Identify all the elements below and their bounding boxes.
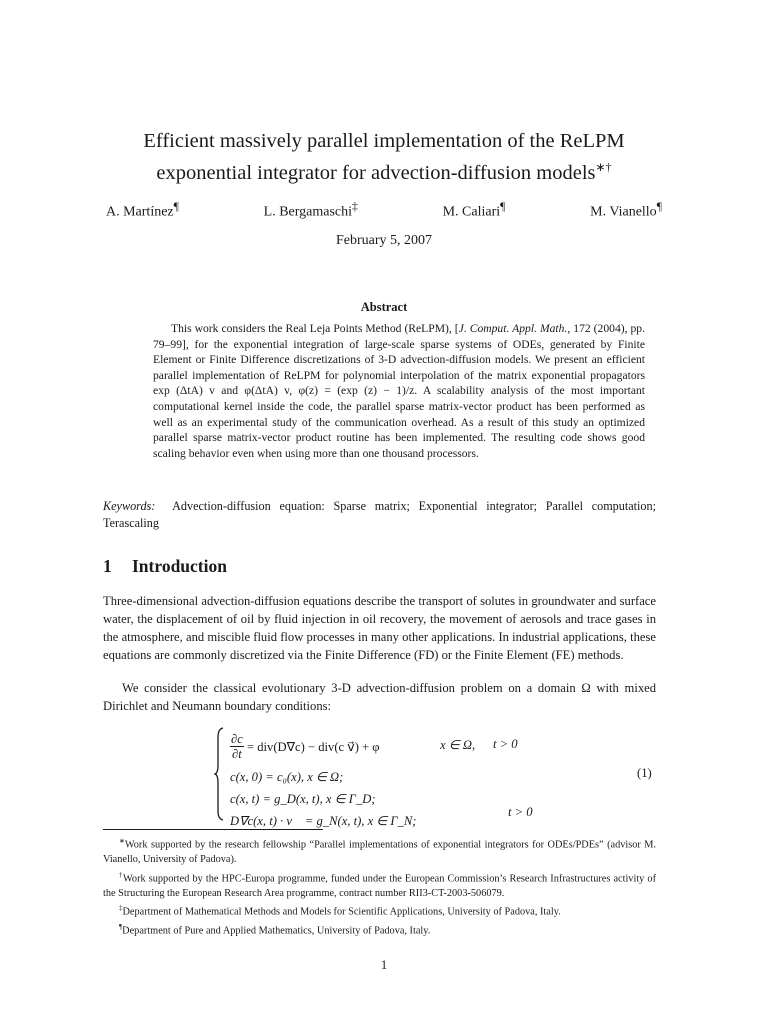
left-brace (214, 727, 224, 821)
equation-row-1 (230, 732, 380, 762)
footnote-mark: ∗ (119, 837, 125, 845)
footnote-mark: † (119, 870, 124, 879)
page-number: 1 (380, 958, 388, 972)
equation-condition: x ∈ Ω, (440, 738, 476, 752)
title-line-2-text: exponential integrator for advection-diffusion models (156, 161, 596, 184)
section-number: 1 (103, 556, 112, 576)
section-title: Introduction (132, 556, 227, 576)
fraction-numerator: ∂c (231, 732, 243, 746)
publication-date: February 5, 2007 (335, 233, 433, 248)
equation-system (214, 727, 544, 828)
fraction-denominator: ∂t (232, 747, 242, 761)
author-name: M. Vianello (590, 204, 657, 220)
keywords (103, 498, 656, 532)
footnote (103, 868, 656, 902)
footnote-text: Work supported by the HPC-Europa programme, funded under the European Commission’s Research Infrastructures activity of the Structuring the European Research Area programme, contract number RII3-CT-2003-506079. (103, 873, 657, 899)
keywords-text: Advection-diffusion equation: Sparse matrix; Exponential integrator; Parallel computation; Terascaling (103, 499, 656, 530)
section-heading (103, 556, 227, 577)
paper-title (60, 128, 708, 186)
author (584, 200, 668, 221)
title-footnote-marks: ∗† (595, 160, 612, 174)
author-name: L. Bergamaschi (263, 204, 353, 220)
footnote-rule (103, 829, 323, 830)
partial-derivative (230, 732, 244, 762)
equation-number: (1) (637, 766, 652, 780)
footnote-text: Department of Mathematical Methods and Models for Scientific Applications, University of Padova, Italy. (122, 906, 561, 918)
author-mark: ‡ (352, 200, 358, 213)
footnotes (103, 834, 656, 939)
author-mark: ¶ (173, 200, 179, 213)
equation-row-3: c(x, t) = g_D(x, t), x ∈ Γ_D; (230, 792, 376, 806)
intro-paragraph-2: We consider the classical evolutionary 3-D advection-diffusion problem on a domain Ω with mixed Dirichlet and Neumann boundary conditions: (103, 681, 656, 714)
abstract-text-start: This work considers the Real Leja Points Method (ReLPM), [ (171, 322, 459, 335)
author-name: M. Caliari (442, 204, 501, 220)
footnote-mark: ¶ (119, 923, 123, 932)
footnote-mark: ‡ (119, 904, 123, 913)
author-mark: ¶ (500, 200, 506, 213)
abstract-heading: Abstract (360, 300, 408, 314)
author-name: A. Martínez (106, 204, 174, 220)
footnote (103, 834, 656, 868)
keywords-label: Keywords: (103, 499, 156, 513)
author-list (100, 200, 668, 221)
equation-rhs: = div(D∇c) − div(c v⃗) + φ (246, 740, 380, 754)
title-line-1: Efficient massively parallel implementation of the ReLPM (143, 130, 625, 152)
abstract-text-rest: , 172 (2004), pp. 79–99], for the exponential integration of large-scale sparse systems of ODEs, generated by Finite Element or Finite Difference discretizations of 3-D advection-diffusion models. We present an efficient parallel implementation of ReLPM for polynomial interpolation of the matrix exponential propagators exp (ΔtA) v and φ(ΔtA) v, φ(z) = (exp (z) − 1)/z. A scalability analysis of the most important computational kernel inside the code, the parallel sparse matrix-vector product has been performed as well as an experimental study of the communication overhead. As a result of this study an optimized parallel sparse matrix-vector product routine has been implemented. The resulting code shows good scaling behavior even when using more than one thousand processors. (153, 322, 646, 460)
abstract-journal-ref: J. Comput. Appl. Math. (458, 322, 568, 335)
author (437, 200, 512, 221)
author-mark: ¶ (656, 200, 662, 213)
equation-row-2: c(x, 0) = c₀(x), x ∈ Ω; (230, 770, 344, 784)
footnote-text: Work supported by the research fellowship “Parallel implementations of exponential integrators for ODEs/PDEs” (advisor M. Vianello, University of Padova). (103, 839, 656, 866)
equation-condition: t > 0 (508, 805, 533, 819)
abstract-body (153, 321, 645, 461)
intro-paragraph-1: Three-dimensional advection-diffusion equations describe the transport of solutes in groundwater and surface water, the displacement of oil by fluid injection in oil recovery, the movement of aerosols and trace gases in the atmosphere, and miscible fluid flow processes in many other applications. In industrial applications, these equations are commonly discretized via the Finite Difference (FD) or the Finite Element (FE) methods. (103, 594, 656, 663)
author (100, 200, 185, 221)
equation-row-4: D∇c(x, t) · ν⃗ = g_N(x, t), x ∈ Γ_N; (230, 814, 417, 828)
footnote (103, 920, 656, 939)
footnote-text: Department of Pure and Applied Mathematics, University of Padova, Italy. (122, 925, 431, 937)
title-line-2 (60, 154, 708, 186)
equation-condition: t > 0 (493, 737, 518, 751)
footnote (103, 901, 656, 920)
author (258, 200, 364, 221)
